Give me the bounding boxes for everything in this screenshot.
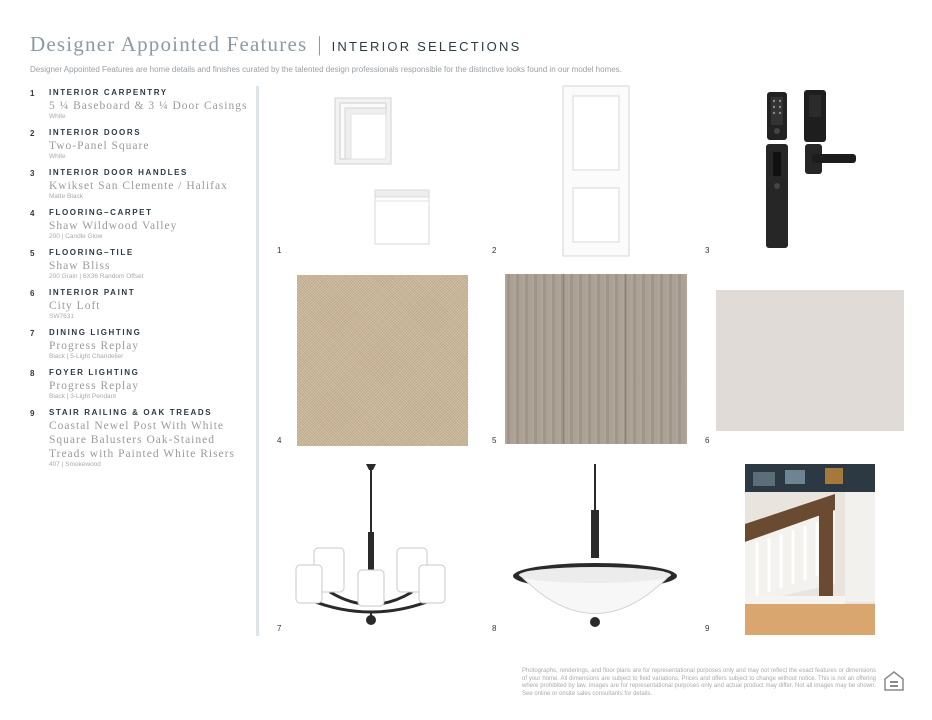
disclaimer-text: Photographs, renderings, and floor plans are for representational purposes only and may not reflect the exact features or dimensions of your home. All dimensions are subject to field variations. Prices and offers subject to change without notice. This is not an offering where prohibited by law. Images are for representational purposes only and actual product may differ. Not all images may be shown. See online or onsite sales consultants for details. [522, 668, 876, 697]
door-handle-image [760, 88, 860, 254]
page-tagline: Designer Appointed Features are home details and finishes curated by the talented design professionals responsible for the distinctive looks found in our model homes. [30, 65, 622, 74]
item-number: 7 [30, 329, 35, 338]
grid-label: 7 [277, 624, 282, 633]
list-item [30, 408, 252, 468]
paint-swatch [716, 290, 904, 431]
item-detail: Matte Black [49, 193, 83, 200]
list-item [30, 88, 252, 120]
item-name: Shaw Bliss [49, 260, 111, 272]
list-item [30, 128, 252, 160]
item-detail: White [49, 153, 66, 160]
grid-label: 6 [705, 436, 710, 445]
grid-label: 5 [492, 436, 497, 445]
item-category: INTERIOR DOORS [49, 128, 142, 137]
list-item [30, 328, 252, 360]
item-number: 6 [30, 289, 35, 298]
list-item [30, 248, 252, 280]
item-category: INTERIOR DOOR HANDLES [49, 168, 188, 177]
item-category: DINING LIGHTING [49, 328, 142, 337]
item-detail: 200 Grain | 6X36 Random Offset [49, 273, 144, 280]
carpet-swatch [297, 275, 468, 446]
item-detail: Black | 5-Light Chandelier [49, 353, 124, 360]
item-name: Coastal Newel Post With White Square Balusters Oak-Stained Treads with Painted White Risers [49, 420, 235, 460]
grid-label: 8 [492, 624, 497, 633]
page-title: Designer Appointed Features [30, 32, 308, 56]
page-subtitle: INTERIOR SELECTIONS [331, 39, 522, 54]
item-number: 8 [30, 369, 35, 378]
item-name: 5 ¼ Baseboard & 3 ¼ Door Casings [49, 100, 248, 112]
title-row [30, 32, 910, 57]
item-name: Progress Replay [49, 340, 140, 352]
grid-label: 3 [705, 246, 710, 255]
list-item [30, 168, 252, 200]
item-detail: Black | 3-Light Pendant [49, 393, 117, 400]
item-number: 1 [30, 89, 35, 98]
item-number: 5 [30, 249, 35, 258]
item-number: 2 [30, 129, 35, 138]
door-image [562, 85, 630, 257]
list-item [30, 288, 252, 320]
item-detail: 200 | Candle Glow [49, 233, 103, 240]
carpentry-image [333, 97, 433, 247]
item-category: INTERIOR CARPENTRY [49, 88, 168, 97]
grid-label: 2 [492, 246, 497, 255]
grid-label: 4 [277, 436, 282, 445]
stair-railing-image [745, 464, 875, 635]
item-number: 9 [30, 409, 35, 418]
column-divider [256, 86, 259, 636]
item-category: FOYER LIGHTING [49, 368, 140, 377]
item-detail: SW7631 [49, 313, 74, 320]
selection-list [30, 88, 252, 476]
list-item [30, 368, 252, 400]
item-category: INTERIOR PAINT [49, 288, 136, 297]
equal-housing-opportunity-icon [884, 671, 904, 691]
item-category: FLOORING–CARPET [49, 208, 153, 217]
item-name: City Loft [49, 300, 101, 312]
pendant-image [512, 462, 680, 630]
item-name: Two-Panel Square [49, 140, 150, 152]
item-number: 3 [30, 169, 35, 178]
item-name: Kwikset San Clemente / Halifax [49, 180, 228, 192]
page-header [30, 32, 910, 74]
tile-swatch [505, 274, 687, 444]
chandelier-image [290, 462, 450, 630]
item-detail: White [49, 113, 66, 120]
list-item [30, 208, 252, 240]
item-number: 4 [30, 209, 35, 218]
item-category: FLOORING–TILE [49, 248, 134, 257]
item-name: Shaw Wildwood Valley [49, 220, 178, 232]
title-separator: | [317, 32, 322, 56]
item-name: Progress Replay [49, 380, 140, 392]
grid-label: 1 [277, 246, 282, 255]
grid-label: 9 [705, 624, 710, 633]
item-detail: 407 | Smokewood [49, 461, 101, 468]
item-category: STAIR RAILING & OAK TREADS [49, 408, 213, 417]
